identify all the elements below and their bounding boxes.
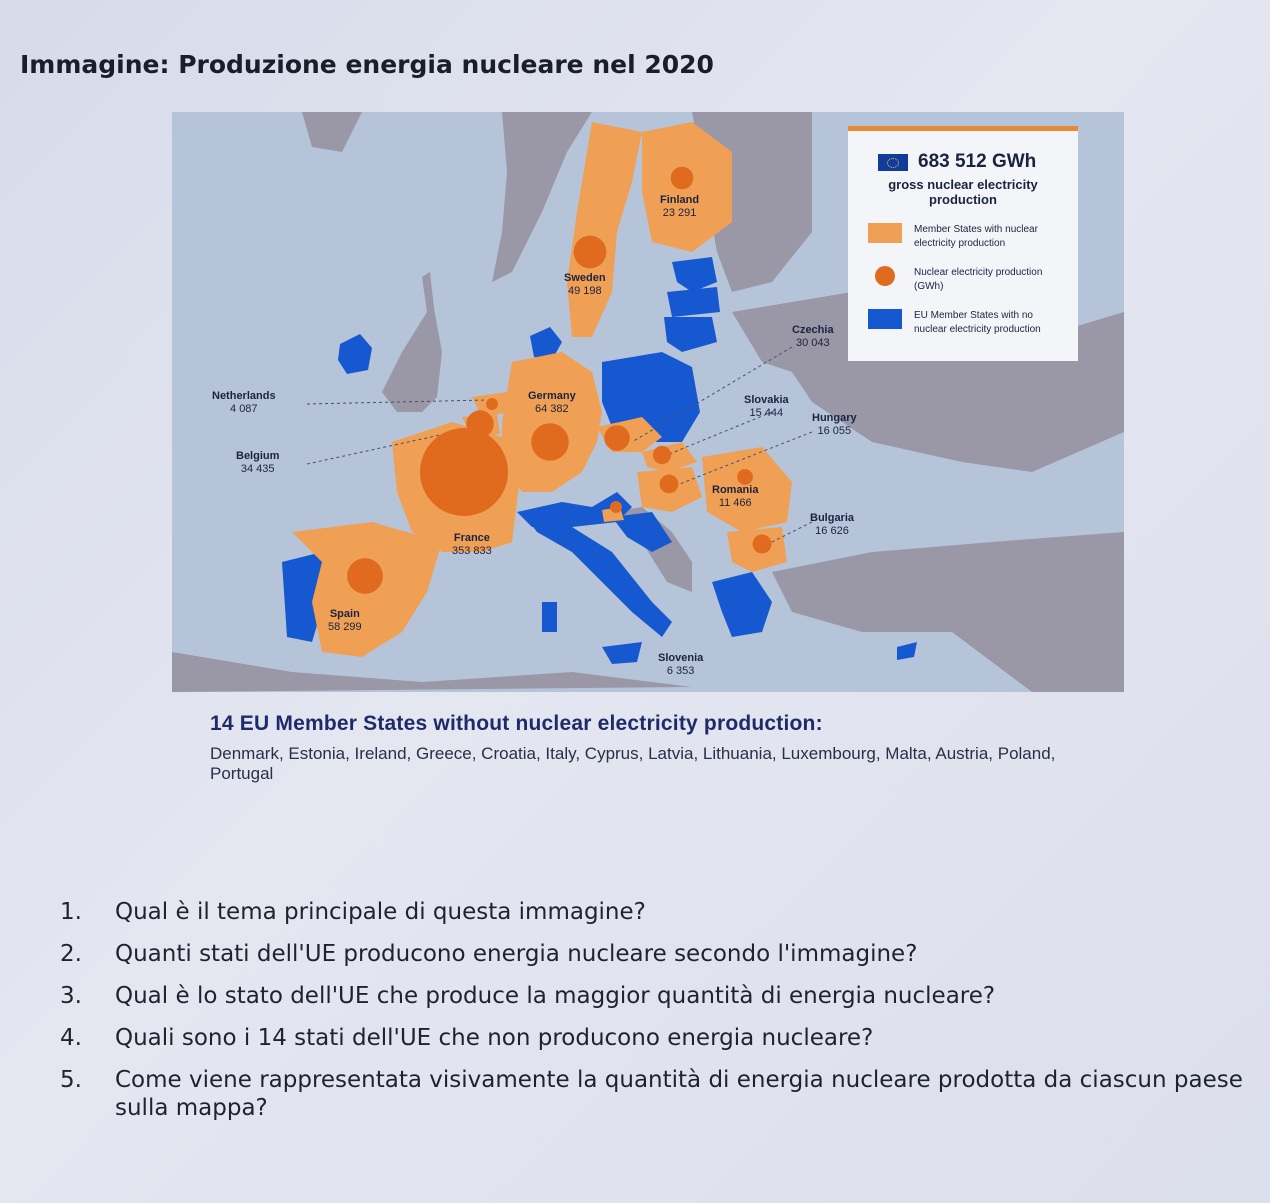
legend-item-dot-label: Nuclear electricity production (GWh) xyxy=(914,267,1043,292)
question-item xyxy=(60,982,1260,1010)
label-slovenia: Slovenia 6 353 xyxy=(658,652,704,677)
bubble-finland xyxy=(671,167,694,190)
legend-item-orange-label: Member States with nuclear electricity production xyxy=(914,224,1038,249)
ireland-shape xyxy=(338,334,372,374)
question-number: 5. xyxy=(60,1067,82,1093)
lithuania-shape xyxy=(664,317,717,352)
turkey-shape xyxy=(772,532,1124,692)
legend-item-blue-label: EU Member States with no nuclear electricity production xyxy=(914,310,1041,335)
question-text: Qual è lo stato dell'UE che produce la maggior quantità di energia nucleare? xyxy=(115,983,996,1009)
bubble-bulgaria xyxy=(753,535,772,554)
eu-flag-icon xyxy=(878,154,908,171)
map-legend xyxy=(848,126,1078,361)
sicily-shape xyxy=(602,642,642,664)
sweden-shape xyxy=(567,122,642,337)
greece-shape xyxy=(712,572,772,637)
label-spain: Spain 58 299 xyxy=(328,608,362,633)
europe-map xyxy=(172,112,1124,692)
label-finland: Finland 23 291 xyxy=(660,194,700,219)
question-number: 2. xyxy=(60,941,82,967)
label-hungary: Hungary 16 055 xyxy=(812,412,857,437)
page-title: Immagine: Produzione energia nucleare nel 2020 xyxy=(20,50,714,79)
question-number: 4. xyxy=(60,1025,82,1051)
bubble-slovenia xyxy=(610,501,622,513)
legend-total-row xyxy=(878,151,1036,173)
legend-total-sub: gross nuclear electricity production xyxy=(888,177,1038,207)
orange-dot-icon xyxy=(875,266,895,286)
legend-item-blue xyxy=(868,309,1068,337)
caption-title: 14 EU Member States without nuclear electricity production: xyxy=(210,712,823,735)
bubble-spain xyxy=(347,558,383,594)
question-item xyxy=(60,940,1260,968)
orange-swatch-icon xyxy=(868,223,902,243)
label-sweden: Sweden 49 198 xyxy=(564,272,606,297)
estonia-shape xyxy=(672,257,717,292)
cyprus-shape xyxy=(897,642,917,660)
label-bulgaria: Bulgaria 16 626 xyxy=(810,512,855,537)
question-text: Come viene rappresentata visivamente la quantità di energia nucleare prodotta da ciascun paese sulla mappa? xyxy=(115,1067,1243,1121)
label-netherlands: Netherlands 4 087 xyxy=(212,390,276,415)
bubble-sweden xyxy=(574,236,607,269)
legend-item-orange xyxy=(868,223,1068,251)
label-slovakia: Slovakia 15 444 xyxy=(744,394,789,419)
bubble-hungary xyxy=(660,475,679,494)
label-romania: Romania 11 466 xyxy=(712,484,759,509)
caption-list: Denmark, Estonia, Ireland, Greece, Croatia, Italy, Cyprus, Latvia, Lithuania, Luxembourg, Malta, Austria, Poland, Portugal xyxy=(210,744,1056,783)
question-number: 3. xyxy=(60,983,82,1009)
sardinia-shape xyxy=(542,602,557,632)
label-belgium: Belgium 34 435 xyxy=(236,450,280,475)
question-text: Quali sono i 14 stati dell'UE che non producono energia nucleare? xyxy=(115,1025,874,1051)
bubble-romania xyxy=(737,469,753,485)
question-number: 1. xyxy=(60,899,82,925)
question-text: Qual è il tema principale di questa immagine? xyxy=(115,899,646,925)
bubble-netherlands xyxy=(486,398,498,410)
question-item xyxy=(60,898,1260,926)
label-france: France 353 833 xyxy=(452,532,492,557)
question-text: Quanti stati dell'UE producono energia nucleare secondo l'immagine? xyxy=(115,941,918,967)
bubble-czechia xyxy=(604,425,630,451)
question-item xyxy=(60,1066,1260,1122)
bubble-france xyxy=(420,428,508,516)
bubble-germany xyxy=(531,423,569,461)
legend-item-dot xyxy=(868,266,1068,294)
iceland-shape xyxy=(302,112,362,152)
uk-shape xyxy=(382,272,442,412)
label-czechia: Czechia 30 043 xyxy=(792,324,834,349)
legend-total: 683 512 GWh xyxy=(918,151,1037,172)
bubble-slovakia xyxy=(653,446,671,464)
question-list xyxy=(60,898,1260,1136)
label-germany: Germany 64 382 xyxy=(528,390,576,415)
question-item xyxy=(60,1024,1260,1052)
latvia-shape xyxy=(667,287,720,317)
blue-swatch-icon xyxy=(868,309,902,329)
